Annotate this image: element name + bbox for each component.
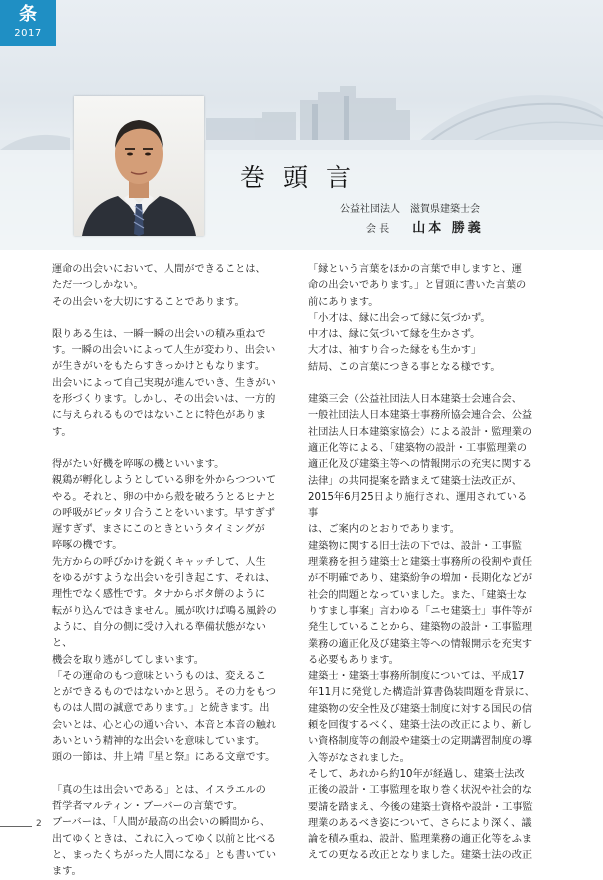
article-column-left	[52, 262, 278, 880]
body-text-line: に与えられるものではないことに特色があります。	[52, 410, 266, 438]
body-text-line: 命の出会いであります。」と冒頭に書いた言葉の	[308, 280, 527, 292]
body-text-line: い資格制度等の創設や建築士の定期講習制度の導	[308, 736, 533, 748]
body-text-line: 発生していることから、建築物の設計・工事監理	[308, 622, 533, 634]
body-text-line: 建築物に関する旧士法の下では、設計・工事監	[308, 540, 522, 552]
body-text-line: をゆるがすような出会いを引き起こす、それは、	[52, 573, 276, 585]
body-text-line: 転がり込んではきません。風が吹けば鳴る風鈴の	[52, 605, 277, 617]
portrait-photo	[74, 96, 204, 236]
body-text-line: 2015年6月25日より施行され、運用されている事	[308, 491, 528, 520]
body-text-line: 運命の出会いにおいて、人間ができることは、	[52, 264, 266, 275]
body-text-line: 理性でなく感性です。タナからボタ餅のように	[52, 589, 266, 601]
body-text-line: 年11月に発覚した構造計算書偽装問題を背景に、	[308, 687, 535, 699]
body-text-line: とができるものではないかと思う。その力をもつ	[52, 687, 277, 699]
body-text-line: 社団法人日本建築家協会）による設計・監理業の	[308, 426, 533, 438]
body-text-line: 要請を踏まえ、今後の建築士資格や設計・工事監	[308, 801, 533, 813]
body-text-line: す。一瞬の出会いによって人生が変わり、出会い	[52, 345, 276, 357]
body-text-line: る必要もあります。	[308, 654, 399, 666]
body-text-line: 建築三会（公益社団法人日本建築士会連合会、	[308, 394, 522, 406]
association-logo-icon: 条	[19, 4, 37, 25]
body-text-line: 理業のあるべき姿について、さらにより深く、議	[308, 817, 532, 829]
badge-year: 2017	[14, 28, 42, 39]
body-text-line: 「小才は、縁に出会って縁に気づかず。	[308, 312, 491, 324]
body-text-line: が生きがいをもたらすきっかけともなります。	[52, 361, 266, 373]
author-name: 山本 勝義	[412, 221, 484, 236]
body-text-line: を形づくります。しかし、その出会いは、一方的	[52, 394, 276, 406]
body-text-line: 社会的問題となっていました。また、「建築士な	[308, 589, 528, 601]
body-text-line: 前にあります。	[308, 296, 379, 308]
author-line	[366, 217, 484, 236]
paragraph-gap	[308, 376, 536, 392]
body-text-line: 出てゆくときは、これに入ってゆく以前と比べる	[52, 833, 277, 845]
body-text-line: 結局、この言葉につきる事となる様です。	[308, 361, 501, 373]
body-text-line: 哲学者マルティン・ブーバーの言葉です。	[52, 800, 244, 812]
article-column-right	[308, 262, 536, 865]
year-badge	[0, 0, 56, 46]
footer-rule	[0, 826, 32, 827]
body-text-line: 理業務を担う建築士と建築士事務所の役割や責任	[308, 557, 533, 569]
page-title: 巻頭言	[240, 163, 370, 192]
body-text-line: りすまし事案」言わゆる「ニセ建築士」事件等が	[308, 605, 533, 617]
portrait-illustration	[74, 96, 204, 236]
body-text-line: 建築士・建築士事務所制度については、平成17	[308, 671, 525, 683]
body-text-line: ます。	[52, 866, 82, 878]
body-text-line: 啐啄の機です。	[52, 540, 123, 552]
body-text-line: 入等がなされました。	[308, 752, 410, 764]
body-text-line: 適正化等による、「建築物の設計・工事監理業の	[308, 442, 528, 454]
body-text-line: 大才は、袖すり合った縁をも生かす」	[308, 345, 482, 357]
author-role: 会 長	[366, 224, 390, 235]
body-text-line: ように、自分の側に受け入れる準備状態がないと、	[52, 621, 266, 650]
body-text-line: 出会いによって自己実現が進んでいき、生きがい	[52, 377, 276, 389]
body-text-line: 会いとは、心と心の通い合い、本音と本音の触れ	[52, 719, 277, 731]
body-text-line: 「その運命のもつ意味というものは、変えるこ	[52, 670, 266, 682]
body-text-line: 正後の設計・工事監理を取り巻く状況や社会的な	[308, 785, 533, 797]
page-number: 2	[36, 819, 42, 829]
body-text-line: 「縁という言葉をほかの言葉で申しますと、運	[308, 264, 522, 275]
body-text-line: は、ご案内のとおりであります。	[308, 524, 460, 536]
body-text-line: そして、あれから約10年が経過し、建築士法改	[308, 768, 525, 780]
paragraph-gap	[52, 311, 278, 327]
body-text-line: 頼を回復するべく、建築士法の改正により、新し	[308, 720, 532, 732]
body-text-line: あいという精神的な出会いを意味しています。	[52, 736, 266, 748]
body-text-line: ただ一つしかない。	[52, 280, 144, 292]
body-text-line: と、まったくちがった人間になる」とも書いてい	[52, 849, 277, 861]
body-text-line: 業務の適正化及び建築主等への情報開示を充実す	[308, 638, 533, 650]
body-text-line: 機会を取り逃がしてしまいます。	[52, 654, 204, 666]
paragraph-gap	[52, 441, 278, 457]
body-text-line: 一般社団法人日本建築士事務所協会連合会、公益	[308, 410, 533, 422]
body-text-line: 適正化及び建築主等への情報開示の充実に関する	[308, 459, 533, 471]
body-text-line: ものは人間の誠意であります。」と続きます。出	[52, 703, 270, 715]
body-text-line: えての更なる改正となりました。建築士法の改正	[308, 850, 533, 862]
body-text-line: 建築物の安全性及び建築士制度に対する国民の信	[308, 703, 533, 715]
body-text-line: 「真の生は出会いである」とは、イスラエルの	[52, 784, 266, 796]
body-text-line: 得がたい好機を啐啄の機といいます。	[52, 458, 225, 470]
body-text-line: 頭の一節は、井上靖『星と祭』にある文章です。	[52, 752, 276, 764]
body-text-line: 中才は、縁に気づいて縁を生かさず。	[308, 329, 481, 341]
body-text-line: 法律」の共同提案を踏まえて建築士法改正が、	[308, 475, 522, 487]
body-text-line: 論を積み重ね、設計、監理業務の適正化等をふま	[308, 834, 533, 846]
body-text-line: が不明確であり、建築紛争の増加・長期化などが	[308, 573, 533, 585]
body-text-line: 親鶏が孵化しようとしている卵を外からつついて	[52, 475, 277, 487]
body-text-line: やる。それと、卵の中から殻を破ろうとるヒナと	[52, 491, 277, 503]
body-text-line: 限りある生は、一瞬一瞬の出会いの積み重ねで	[52, 328, 266, 340]
body-text-line: 先方からの呼びかけを鋭くキャッチして、人生	[52, 556, 266, 568]
body-text-line: 遅すぎず、まさにこのときというタイミングが	[52, 524, 265, 536]
body-text-line: ブーバーは、「人間が最高の出会いの瞬間から、	[52, 817, 271, 829]
body-text-line: の呼吸がピッタリ合うことをいいます。早すぎず	[52, 507, 275, 519]
paragraph-gap	[52, 767, 278, 783]
body-text-line: その出会いを大切にすることであります。	[52, 296, 245, 308]
organization-name: 公益社団法人 滋賀県建築士会	[340, 204, 480, 215]
